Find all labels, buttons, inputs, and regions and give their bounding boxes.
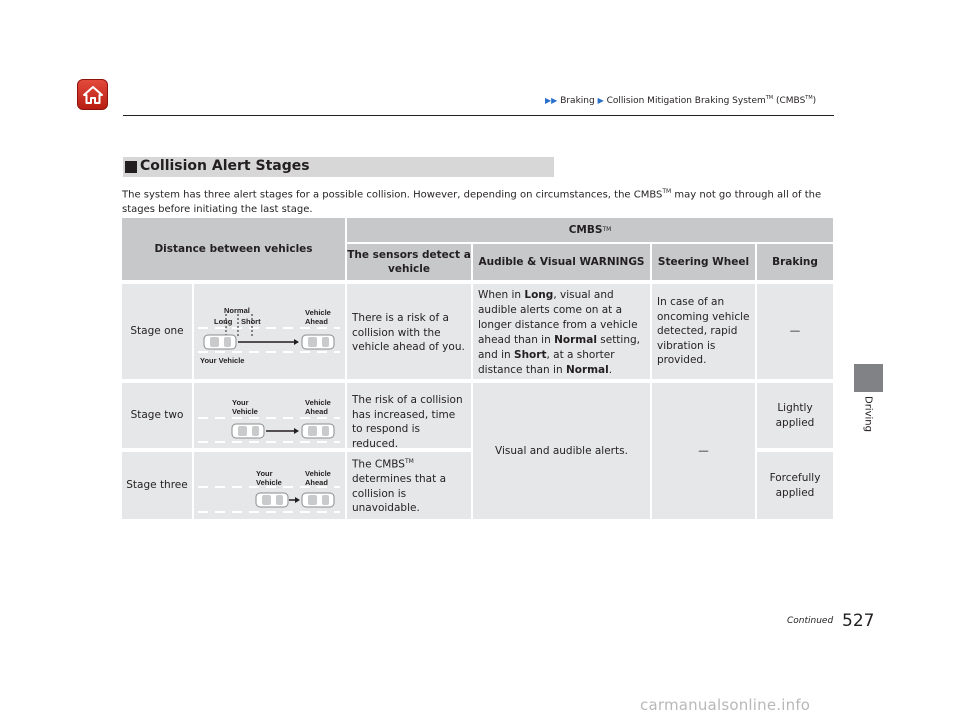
- page-number: 527: [842, 611, 875, 631]
- your-vehicle-car-icon: [256, 493, 288, 507]
- stage-three-label: Stage three: [122, 452, 192, 519]
- watermark: carmanualsonline.info: [640, 696, 811, 714]
- breadcrumb-braking[interactable]: Braking: [560, 96, 595, 106]
- diagram-your-vehicle-label: Your Vehicle: [200, 356, 245, 365]
- diagram-ahead-label-2: Ahead: [305, 478, 328, 487]
- stage-one-warnings: When in Long, visual and audible alerts come on at a longer distance from a vehicle ahead than in Normal setting, and in Short, at a shorter distance than in Normal.: [473, 284, 650, 379]
- diagram-short-label: Short: [241, 317, 261, 326]
- stage-two-braking: Lightly applied: [757, 383, 833, 448]
- diagram-normal-label: Normal: [224, 306, 250, 315]
- header-distance: Distance between vehicles: [122, 218, 345, 280]
- stage-three-sensors: The CMBS™ determines that a collision is unavoidable.: [347, 452, 471, 519]
- stage-two-diagram: [194, 383, 345, 448]
- breadcrumb-cmbs[interactable]: Collision Mitigation Braking System™ (CMBS™): [606, 95, 817, 106]
- stage-three-diagram: [194, 452, 345, 519]
- stage-two-three-steering: —: [652, 383, 755, 519]
- diagram-your-label-1: Your: [232, 398, 249, 407]
- breadcrumb-arrow-icon: ▶▶: [545, 96, 558, 105]
- diagram-your-label-2: Vehicle: [256, 478, 282, 487]
- header-rule: [123, 115, 834, 116]
- diagram-ahead-label-2: Ahead: [305, 317, 328, 326]
- section-square-icon: [125, 161, 137, 173]
- diagram-ahead-label-2: Ahead: [305, 407, 328, 416]
- stage-one-braking: —: [757, 284, 833, 379]
- section-title: Collision Alert Stages: [140, 158, 310, 174]
- stage-one-steering: In case of an oncoming vehicle detected, rapid vibration is provided.: [652, 284, 755, 379]
- continued-label: Continued: [787, 616, 834, 626]
- home-icon: [82, 85, 104, 105]
- vehicle-ahead-car-icon: [302, 493, 334, 507]
- vehicle-ahead-car-icon: [302, 335, 334, 349]
- header-warnings: Audible & Visual WARNINGS: [473, 244, 650, 280]
- your-vehicle-car-icon: [204, 335, 236, 349]
- stage-one-diagram: [194, 284, 345, 379]
- header-cmbs: CMBS TM: [347, 218, 833, 242]
- stage-two-three-warnings: Visual and audible alerts.: [473, 383, 650, 519]
- side-tab-label: Driving: [862, 396, 874, 432]
- diagram-ahead-label-1: Vehicle: [305, 398, 331, 407]
- diagram-ahead-label-1: Vehicle: [305, 469, 331, 478]
- side-tab-marker: [854, 364, 883, 392]
- header-sensors: The sensors detect a vehicle: [347, 244, 471, 280]
- stage-one-sensors: There is a risk of a collision with the vehicle ahead of you.: [347, 284, 471, 379]
- diagram-your-label-1: Your: [256, 469, 273, 478]
- home-button[interactable]: [77, 79, 108, 110]
- breadcrumb-arrow-icon: ▶: [597, 96, 604, 105]
- diagram-your-label-2: Vehicle: [232, 407, 258, 416]
- stage-two-label: Stage two: [122, 383, 192, 448]
- header-steering: Steering Wheel: [652, 244, 755, 280]
- breadcrumb: [545, 95, 816, 106]
- stage-three-braking: Forcefully applied: [757, 452, 833, 519]
- stage-two-sensors: The risk of a collision has increased, time to respond is reduced.: [347, 383, 471, 448]
- vehicle-ahead-car-icon: [302, 424, 334, 438]
- your-vehicle-car-icon: [232, 424, 264, 438]
- diagram-ahead-label-1: Vehicle: [305, 308, 331, 317]
- section-heading: [123, 157, 554, 177]
- header-braking: Braking: [757, 244, 833, 280]
- diagram-long-label: Long: [214, 317, 233, 326]
- intro-paragraph: The system has three alert stages for a possible collision. However, depending on circumstances, the CMBS™ may not go through all of the stages before initiating the last stage.: [122, 188, 822, 216]
- stage-one-label: Stage one: [122, 284, 192, 379]
